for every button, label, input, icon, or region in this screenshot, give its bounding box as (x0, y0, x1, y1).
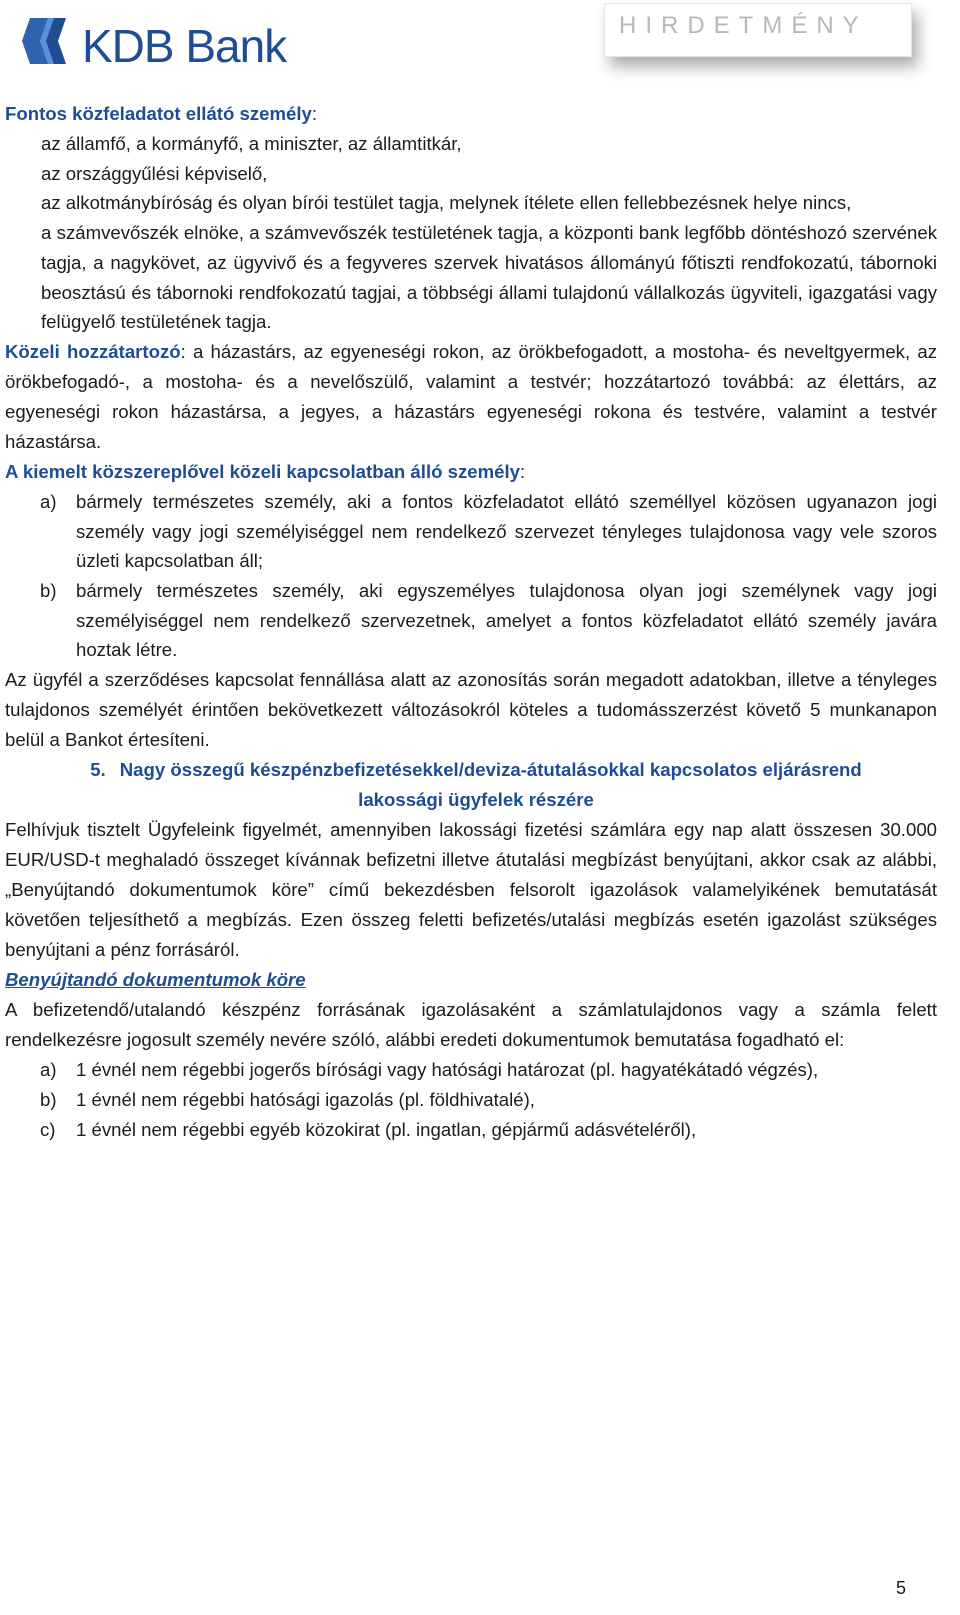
section-5-paragraph: Felhívjuk tisztelt Ügyfeleink figyelmét, amennyiben lakossági fizetési számlára egy nap alatt összesen 30.000 EUR/USD-t meghaladó összeget kívánnak befizetni illetve átutalási megbízást benyújtani, akkor csak az alábbi, „Benyújtandó dokumentumok köre” című bekezdésben felsorolt igazolások valamelyikének bemutatását követően teljesíthető a megbízás. Ezen összeg feletti befizetés/utalási megbízás esetén igazolást szükséges benyújtani a pénz forrásáról. (5, 819, 937, 961)
documents-intro: A befizetendő/utalandó készpénz forrásának igazolásaként a számlatulajdonos vagy a számla felett rendelkezésre jogosult személy nevére szóló, alábbi eredeti dokumentumok bemutatása fogadható el: (5, 999, 937, 1051)
list-item-text: bármely természetes személy, aki a fontos közfeladatot ellátó személlyel közösen ugyanazon jogi személy vagy jogi személyiséggel nem rendelkező szervezet tényleges tulajdonosa vagy vele szoros üzleti kapcsolatban áll; (76, 490, 937, 572)
list-item-letter: b) (40, 580, 57, 602)
pep-definition-list (41, 129, 937, 337)
page-number: 5 (896, 1578, 907, 1598)
list-item-letter: a) (40, 490, 57, 512)
kdb-bank-logo (18, 12, 348, 74)
pep-definition-colon: : (311, 103, 318, 124)
pep-line: az alkotmánybíróság és olyan bírói testület tagja, melynek ítélete ellen fellebbezésnek helye nincs, (41, 192, 852, 214)
list-item (5, 1055, 937, 1085)
list-item-letter: a) (40, 1059, 57, 1081)
pep-line: a számvevőszék elnöke, a számvevőszék testületének tagja, a központi bank legfőbb döntéshozó szervének tagja, a nagykövet, az ügyvivő és a fegyveres szervek hivatásos állományú főtiszti rendfokozatú, tábornoki beosztású és tábornoki rendfokozatú tagjai, a többségi állami tulajdonú vállalkozás ügyviteli, igazgatási vagy felügyelő testületének tagja. (41, 222, 937, 333)
list-item (5, 1115, 937, 1145)
kdb-logo-mark-icon (18, 16, 74, 66)
notice-banner (604, 3, 912, 57)
pep-line: az országgyűlési képviselő, (41, 162, 268, 184)
list-item-text: 1 évnél nem régebbi jogerős bírósági vagy hatósági határozat (pl. hagyatékátadó végzés), (76, 1059, 819, 1081)
pep-definition-title: Fontos közfeladatot ellátó személy (5, 103, 312, 124)
list-item (5, 487, 937, 576)
section-5-title: Nagy összegű készpénzbefizetésekkel/deviza-átutalásokkal kapcsolatos eljárásrend lakossági ügyfelek részére (119, 759, 862, 811)
section-5-heading (5, 755, 937, 815)
list-item (5, 576, 937, 665)
notice-banner-label: HIRDETMÉNY (619, 12, 868, 39)
documents-list (5, 1055, 937, 1144)
brand-name: KDB Bank (82, 20, 287, 72)
close-associates-list (5, 487, 937, 665)
relatives-text: : a házastárs, az egyeneségi rokon, az örökbefogadott, a mostoha- és neveltgyermek, az örökbefogadó-, a mostoha- és a nevelőszülő, valamint a testvér; hozzátartozó továbbá: az élettárs, az egyeneségi rokon házastársa, a jegyes, a házastárs egyeneségi rokona és testvére, valamint a testvér házastársa. (5, 340, 937, 452)
close-associates-colon: : (520, 460, 526, 482)
document-body (5, 99, 937, 1144)
list-item-letter: c) (40, 1118, 56, 1140)
list-item-text: 1 évnél nem régebbi hatósági igazolás (pl. földhivatalé), (76, 1088, 535, 1110)
section-5-number: 5. (90, 759, 106, 781)
client-duty-paragraph: Az ügyfél a szerződéses kapcsolat fennállása alatt az azonosítás során megadott adatokban, illetve a tényleges tulajdonos személyét érintően bekövetkezett változásokról köteles a tudomásszerzést követő 5 munkanapon belül a Bankot értesíteni. (5, 669, 937, 751)
list-item (5, 1085, 937, 1115)
close-associates-title: A kiemelt közszereplővel közeli kapcsolatban álló személy (5, 460, 520, 482)
documents-heading (5, 965, 937, 995)
pep-definition-heading (5, 99, 937, 129)
page-header (0, 0, 960, 90)
list-item-text: 1 évnél nem régebbi egyéb közokirat (pl. ingatlan, gépjármű adásvételéről), (76, 1118, 697, 1140)
list-item-letter: b) (40, 1088, 57, 1110)
relatives-paragraph (5, 337, 937, 457)
close-associates-heading (5, 457, 937, 487)
pep-line: az államfő, a kormányfő, a miniszter, az államtitkár, (41, 133, 462, 154)
relatives-title: Közeli hozzátartozó (5, 340, 181, 362)
documents-title: Benyújtandó dokumentumok köre (5, 969, 306, 991)
list-item-text: bármely természetes személy, aki egyszemélyes tulajdonosa olyan jogi személynek vagy jogi személyiséggel nem rendelkező szervezetnek, amelyet a fontos közfeladatot ellátó személy javára hoztak létre. (76, 580, 937, 661)
